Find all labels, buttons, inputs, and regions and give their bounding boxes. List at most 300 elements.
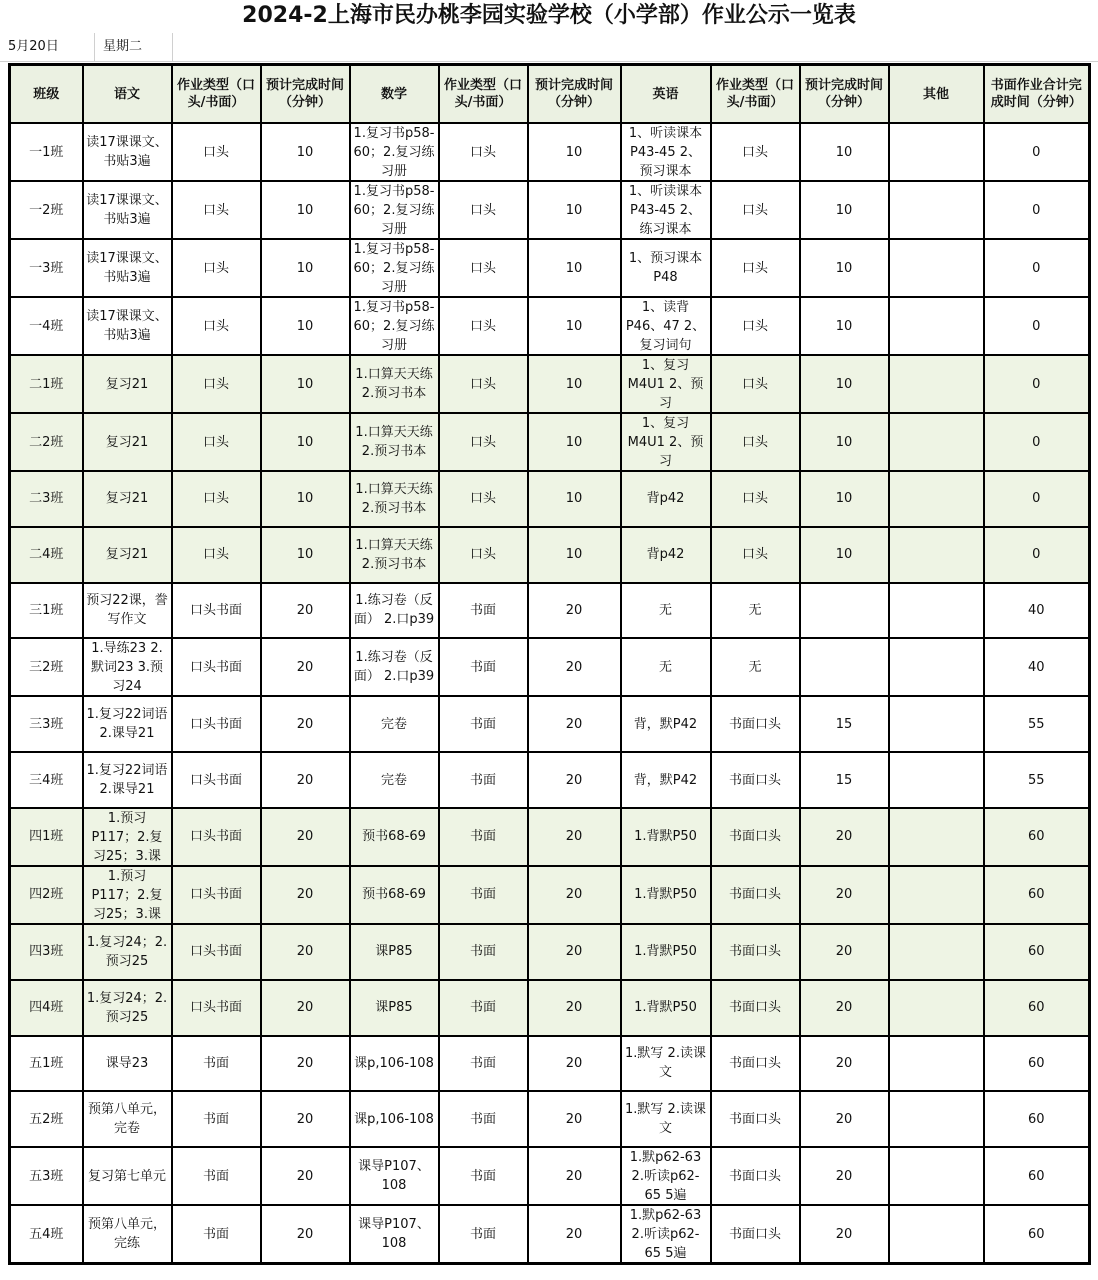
chinese-cell[interactable]	[83, 527, 172, 583]
english-time-cell[interactable]	[800, 355, 889, 413]
math-type-cell[interactable]	[439, 355, 528, 413]
chinese-cell[interactable]	[83, 1091, 172, 1147]
class-cell[interactable]	[10, 583, 83, 639]
cell-text: 书面	[469, 1055, 496, 1071]
class-cell[interactable]	[10, 980, 83, 1036]
class-cell[interactable]	[10, 638, 83, 696]
math-type-cell[interactable]	[439, 123, 528, 181]
total-time-cell[interactable]	[984, 123, 1090, 181]
chinese-type-cell[interactable]	[172, 1036, 261, 1092]
total-time-cell[interactable]	[984, 866, 1090, 924]
chinese-time-cell[interactable]	[261, 808, 350, 866]
class-cell[interactable]	[10, 1091, 83, 1147]
cell-text: 复习21	[105, 434, 149, 450]
total-time-cell[interactable]	[984, 980, 1090, 1036]
english-cell[interactable]	[621, 123, 711, 181]
chinese-type-cell[interactable]	[172, 638, 261, 696]
chinese-time-cell[interactable]	[261, 527, 350, 583]
total-time-cell[interactable]	[984, 752, 1090, 808]
math-time-cell[interactable]	[528, 752, 621, 808]
math-cell[interactable]	[350, 239, 439, 297]
english-time-cell[interactable]	[800, 181, 889, 239]
total-time-cell[interactable]	[984, 239, 1090, 297]
english-cell[interactable]	[621, 980, 711, 1036]
cell-text: 课P85	[375, 1000, 413, 1016]
english-cell[interactable]	[621, 1036, 711, 1092]
math-type-cell[interactable]	[439, 1036, 528, 1092]
chinese-type-cell[interactable]	[172, 239, 261, 297]
math-time-cell[interactable]	[528, 866, 621, 924]
english-type-cell[interactable]	[711, 924, 800, 980]
chinese-type-cell[interactable]	[172, 696, 261, 752]
class-cell[interactable]	[10, 1147, 83, 1205]
math-cell[interactable]	[350, 924, 439, 980]
english-cell[interactable]	[621, 583, 711, 639]
math-cell[interactable]	[350, 1036, 439, 1092]
math-cell[interactable]	[350, 1205, 439, 1264]
chinese-time-cell[interactable]	[261, 696, 350, 752]
english-type-cell[interactable]	[711, 413, 800, 471]
chinese-time-cell[interactable]	[261, 924, 350, 980]
total-time-cell[interactable]	[984, 181, 1090, 239]
other-cell[interactable]	[889, 239, 984, 297]
english-type-cell[interactable]	[711, 239, 800, 297]
english-cell[interactable]	[621, 1147, 711, 1205]
chinese-cell[interactable]	[83, 924, 172, 980]
english-cell[interactable]	[621, 866, 711, 924]
chinese-time-cell[interactable]	[261, 583, 350, 639]
chinese-type-cell[interactable]	[172, 1205, 261, 1264]
english-type-cell[interactable]	[711, 866, 800, 924]
class-cell[interactable]	[10, 471, 83, 527]
header-other[interactable]: 其他	[889, 65, 984, 124]
math-type-cell[interactable]	[439, 1205, 528, 1264]
english-cell[interactable]	[621, 239, 711, 297]
math-type-cell[interactable]	[439, 181, 528, 239]
math-cell[interactable]	[350, 297, 439, 355]
total-time-cell[interactable]	[984, 1147, 1090, 1205]
cell-text: 口头	[202, 376, 229, 392]
english-time-cell[interactable]	[800, 752, 889, 808]
total-time-cell[interactable]	[984, 527, 1090, 583]
class-cell[interactable]	[10, 924, 83, 980]
other-cell[interactable]	[889, 123, 984, 181]
total-time-cell[interactable]	[984, 471, 1090, 527]
math-cell[interactable]	[350, 1091, 439, 1147]
math-cell[interactable]	[350, 638, 439, 696]
cell-text: 背，默P42	[633, 716, 698, 732]
header-english[interactable]: 英语	[621, 65, 711, 124]
table-row	[10, 980, 1090, 1036]
chinese-cell[interactable]	[83, 752, 172, 808]
english-cell[interactable]	[621, 638, 711, 696]
header-math-time[interactable]: 预计完成时间（分钟）	[528, 65, 621, 124]
math-type-cell[interactable]	[439, 924, 528, 980]
math-time-cell[interactable]	[528, 355, 621, 413]
chinese-type-cell[interactable]	[172, 527, 261, 583]
math-time-cell[interactable]	[528, 1147, 621, 1205]
chinese-cell[interactable]	[83, 808, 172, 866]
chinese-time-cell[interactable]	[261, 355, 350, 413]
english-time-cell[interactable]	[800, 1147, 889, 1205]
date-cell[interactable]: 5月20日	[0, 33, 95, 61]
chinese-type-cell[interactable]	[172, 1091, 261, 1147]
total-time-cell[interactable]	[984, 638, 1090, 696]
math-type-cell[interactable]	[439, 696, 528, 752]
math-time-cell[interactable]	[528, 527, 621, 583]
chinese-cell[interactable]	[83, 123, 172, 181]
chinese-type-cell[interactable]	[172, 866, 261, 924]
math-type-cell[interactable]	[439, 1091, 528, 1147]
class-cell[interactable]	[10, 808, 83, 866]
cell-text: 书面	[469, 1111, 496, 1127]
math-time-cell[interactable]	[528, 1091, 621, 1147]
math-type-cell[interactable]	[439, 752, 528, 808]
english-cell[interactable]	[621, 1205, 711, 1264]
english-type-cell[interactable]	[711, 808, 800, 866]
math-cell[interactable]	[350, 583, 439, 639]
chinese-type-cell[interactable]	[172, 471, 261, 527]
math-time-cell[interactable]	[528, 123, 621, 181]
english-type-cell[interactable]	[711, 355, 800, 413]
english-type-cell[interactable]	[711, 638, 800, 696]
chinese-time-cell[interactable]	[261, 1091, 350, 1147]
other-cell[interactable]	[889, 527, 984, 583]
math-cell[interactable]	[350, 355, 439, 413]
chinese-cell[interactable]	[83, 696, 172, 752]
other-cell[interactable]	[889, 866, 984, 924]
class-cell[interactable]	[10, 297, 83, 355]
chinese-time-cell[interactable]	[261, 638, 350, 696]
cell-text: 二2班	[29, 434, 64, 450]
other-cell[interactable]	[889, 471, 984, 527]
chinese-cell[interactable]	[83, 980, 172, 1036]
class-cell[interactable]	[10, 866, 83, 924]
english-time-cell[interactable]	[800, 239, 889, 297]
chinese-cell[interactable]	[83, 181, 172, 239]
english-time-cell[interactable]	[800, 583, 889, 639]
chinese-type-cell[interactable]	[172, 752, 261, 808]
cell-text: 20	[296, 1055, 314, 1071]
other-cell[interactable]	[889, 638, 984, 696]
cell-text: 无	[748, 659, 762, 675]
cell-text: 书面	[469, 887, 496, 903]
math-time-cell[interactable]	[528, 808, 621, 866]
total-time-cell[interactable]	[984, 1091, 1090, 1147]
cell-text: 1、听读课本P43-45 2、预习课本	[628, 126, 703, 179]
english-time-cell[interactable]	[800, 866, 889, 924]
chinese-time-cell[interactable]	[261, 866, 350, 924]
math-type-cell[interactable]	[439, 980, 528, 1036]
chinese-time-cell[interactable]	[261, 123, 350, 181]
cell-text: 1.默p62-63 2.听读p62-65 5遍	[629, 1208, 702, 1262]
header-class[interactable]: 班级	[10, 65, 83, 124]
class-cell[interactable]	[10, 696, 83, 752]
cell-text: 10	[296, 434, 314, 450]
english-cell[interactable]	[621, 471, 711, 527]
chinese-cell[interactable]	[83, 471, 172, 527]
chinese-time-cell[interactable]	[261, 471, 350, 527]
class-cell[interactable]	[10, 527, 83, 583]
math-cell[interactable]	[350, 123, 439, 181]
english-type-cell[interactable]	[711, 752, 800, 808]
math-time-cell[interactable]	[528, 638, 621, 696]
english-type-cell[interactable]	[711, 696, 800, 752]
cell-text: 口头书面	[189, 659, 242, 675]
table-row	[10, 924, 1090, 980]
other-cell[interactable]	[889, 924, 984, 980]
math-type-cell[interactable]	[439, 638, 528, 696]
math-time-cell[interactable]	[528, 181, 621, 239]
english-cell[interactable]	[621, 355, 711, 413]
total-time-cell[interactable]	[984, 696, 1090, 752]
header-math[interactable]: 数学	[350, 65, 439, 124]
chinese-type-cell[interactable]	[172, 1147, 261, 1205]
math-type-cell[interactable]	[439, 527, 528, 583]
cell-text: 口头书面	[189, 829, 242, 845]
math-time-cell[interactable]	[528, 239, 621, 297]
english-time-cell[interactable]	[800, 808, 889, 866]
english-time-cell[interactable]	[800, 924, 889, 980]
other-cell[interactable]	[889, 1147, 984, 1205]
chinese-cell[interactable]	[83, 1036, 172, 1092]
cell-text: 20	[565, 1168, 583, 1184]
english-time-cell[interactable]	[800, 297, 889, 355]
math-type-cell[interactable]	[439, 866, 528, 924]
math-time-cell[interactable]	[528, 583, 621, 639]
cell-text: 1.默p62-63 2.听读p62-65 5遍	[629, 1150, 702, 1204]
chinese-cell[interactable]	[83, 239, 172, 297]
class-cell[interactable]	[10, 413, 83, 471]
class-cell[interactable]	[10, 181, 83, 239]
cell-text: 60	[1027, 1111, 1045, 1127]
header-english-time[interactable]: 预计完成时间（分钟）	[800, 65, 889, 124]
english-cell[interactable]	[621, 297, 711, 355]
english-time-cell[interactable]	[800, 696, 889, 752]
english-type-cell[interactable]	[711, 1036, 800, 1092]
english-cell[interactable]	[621, 413, 711, 471]
total-time-cell[interactable]	[984, 924, 1090, 980]
chinese-cell[interactable]	[83, 638, 172, 696]
cell-text: 20	[835, 1055, 853, 1071]
empty-cell[interactable]	[173, 33, 1098, 61]
other-cell[interactable]	[889, 1036, 984, 1092]
cell-text: 1、复习M4U1 2、预习	[627, 416, 704, 469]
chinese-cell[interactable]	[83, 583, 172, 639]
english-cell[interactable]	[621, 527, 711, 583]
chinese-cell[interactable]	[83, 1147, 172, 1205]
math-type-cell[interactable]	[439, 297, 528, 355]
math-cell[interactable]	[350, 808, 439, 866]
other-cell[interactable]	[889, 980, 984, 1036]
math-cell[interactable]	[350, 181, 439, 239]
english-type-cell[interactable]	[711, 583, 800, 639]
class-cell[interactable]	[10, 1205, 83, 1264]
total-time-cell[interactable]	[984, 1036, 1090, 1092]
math-time-cell[interactable]	[528, 696, 621, 752]
cell-text: 无	[658, 659, 672, 675]
cell-text: 读17课课文、书贴3遍	[86, 251, 168, 285]
english-cell[interactable]	[621, 752, 711, 808]
cell-text: 10	[835, 202, 853, 218]
chinese-type-cell[interactable]	[172, 123, 261, 181]
cell-text: 20	[565, 716, 583, 732]
other-cell[interactable]	[889, 808, 984, 866]
english-type-cell[interactable]	[711, 1205, 800, 1264]
cell-text: 课p,106-108	[354, 1055, 434, 1071]
english-cell[interactable]	[621, 924, 711, 980]
english-time-cell[interactable]	[800, 638, 889, 696]
cell-text: 书面	[202, 1226, 229, 1242]
total-time-cell[interactable]	[984, 297, 1090, 355]
class-cell[interactable]	[10, 752, 83, 808]
cell-text: 10	[296, 144, 314, 160]
chinese-time-cell[interactable]	[261, 980, 350, 1036]
chinese-time-cell[interactable]	[261, 1147, 350, 1205]
class-cell[interactable]	[10, 123, 83, 181]
cell-text: 1.背默P50	[634, 1000, 697, 1016]
math-time-cell[interactable]	[528, 1205, 621, 1264]
english-type-cell[interactable]	[711, 1147, 800, 1205]
chinese-type-cell[interactable]	[172, 355, 261, 413]
header-chinese-time[interactable]: 预计完成时间（分钟）	[261, 65, 350, 124]
math-type-cell[interactable]	[439, 1147, 528, 1205]
chinese-cell[interactable]	[83, 355, 172, 413]
class-cell[interactable]	[10, 1036, 83, 1092]
english-cell[interactable]	[621, 1091, 711, 1147]
english-type-cell[interactable]	[711, 980, 800, 1036]
other-cell[interactable]	[889, 1205, 984, 1264]
header-math-type[interactable]: 作业类型（口头/书面）	[439, 65, 528, 124]
other-cell[interactable]	[889, 181, 984, 239]
chinese-type-cell[interactable]	[172, 924, 261, 980]
english-time-cell[interactable]	[800, 1205, 889, 1264]
total-time-cell[interactable]	[984, 413, 1090, 471]
chinese-type-cell[interactable]	[172, 583, 261, 639]
chinese-time-cell[interactable]	[261, 239, 350, 297]
chinese-time-cell[interactable]	[261, 1205, 350, 1264]
english-cell[interactable]	[621, 808, 711, 866]
english-time-cell[interactable]	[800, 980, 889, 1036]
english-time-cell[interactable]	[800, 1036, 889, 1092]
chinese-cell[interactable]	[83, 866, 172, 924]
math-time-cell[interactable]	[528, 297, 621, 355]
other-cell[interactable]	[889, 1091, 984, 1147]
cell-text: 二1班	[29, 376, 64, 392]
math-time-cell[interactable]	[528, 924, 621, 980]
english-type-cell[interactable]	[711, 527, 800, 583]
class-cell[interactable]	[10, 355, 83, 413]
chinese-time-cell[interactable]	[261, 752, 350, 808]
other-cell[interactable]	[889, 583, 984, 639]
english-type-cell[interactable]	[711, 181, 800, 239]
math-time-cell[interactable]	[528, 980, 621, 1036]
chinese-time-cell[interactable]	[261, 1036, 350, 1092]
english-time-cell[interactable]	[800, 471, 889, 527]
cell-text: 五4班	[29, 1226, 64, 1242]
english-time-cell[interactable]	[800, 527, 889, 583]
cell-text: 书面口头	[728, 1168, 781, 1184]
total-time-cell[interactable]	[984, 1205, 1090, 1264]
chinese-cell[interactable]	[83, 1205, 172, 1264]
math-cell[interactable]	[350, 471, 439, 527]
english-type-cell[interactable]	[711, 1091, 800, 1147]
math-type-cell[interactable]	[439, 808, 528, 866]
chinese-type-cell[interactable]	[172, 980, 261, 1036]
math-cell[interactable]	[350, 752, 439, 808]
math-type-cell[interactable]	[439, 239, 528, 297]
other-cell[interactable]	[889, 752, 984, 808]
cell-text: 口头	[202, 491, 229, 507]
cell-text: 20	[835, 1000, 853, 1016]
cell-text: 10	[565, 491, 583, 507]
chinese-type-cell[interactable]	[172, 181, 261, 239]
cell-text: 1.口算天天练 2.预习书本	[355, 425, 433, 459]
math-type-cell[interactable]	[439, 583, 528, 639]
math-type-cell[interactable]	[439, 471, 528, 527]
cell-text: 1.复习22词语 2.课导21	[86, 763, 168, 798]
header-total-time[interactable]: 书面作业合计完成时间（分钟）	[984, 65, 1090, 124]
math-time-cell[interactable]	[528, 1036, 621, 1092]
math-cell[interactable]	[350, 980, 439, 1036]
chinese-cell[interactable]	[83, 413, 172, 471]
chinese-time-cell[interactable]	[261, 297, 350, 355]
math-time-cell[interactable]	[528, 413, 621, 471]
other-cell[interactable]	[889, 355, 984, 413]
chinese-cell[interactable]	[83, 297, 172, 355]
chinese-type-cell[interactable]	[172, 413, 261, 471]
math-cell[interactable]	[350, 696, 439, 752]
table-row	[10, 123, 1090, 181]
chinese-time-cell[interactable]	[261, 181, 350, 239]
cell-text: 书面口头	[728, 1055, 781, 1071]
class-cell[interactable]	[10, 239, 83, 297]
cell-text: 1.复习24；2.预习25	[86, 990, 168, 1025]
math-type-cell[interactable]	[439, 413, 528, 471]
math-cell[interactable]	[350, 413, 439, 471]
cell-text: 口头	[469, 260, 496, 276]
total-time-cell[interactable]	[984, 583, 1090, 639]
english-time-cell[interactable]	[800, 1091, 889, 1147]
header-english-type[interactable]: 作业类型（口头/书面）	[711, 65, 800, 124]
english-time-cell[interactable]	[800, 123, 889, 181]
chinese-time-cell[interactable]	[261, 413, 350, 471]
chinese-type-cell[interactable]	[172, 808, 261, 866]
math-cell[interactable]	[350, 866, 439, 924]
english-cell[interactable]	[621, 181, 711, 239]
math-time-cell[interactable]	[528, 471, 621, 527]
total-time-cell[interactable]	[984, 355, 1090, 413]
header-chinese-type[interactable]: 作业类型（口头/书面）	[172, 65, 261, 124]
cell-text: 书面口头	[728, 1111, 781, 1127]
total-time-cell[interactable]	[984, 808, 1090, 866]
english-cell[interactable]	[621, 696, 711, 752]
weekday-cell[interactable]: 星期二	[95, 33, 173, 61]
chinese-type-cell[interactable]	[172, 297, 261, 355]
other-cell[interactable]	[889, 297, 984, 355]
english-type-cell[interactable]	[711, 471, 800, 527]
other-cell[interactable]	[889, 413, 984, 471]
cell-text: 1.背默P50	[634, 944, 697, 960]
math-cell[interactable]	[350, 527, 439, 583]
other-cell[interactable]	[889, 696, 984, 752]
math-cell[interactable]	[350, 1147, 439, 1205]
english-type-cell[interactable]	[711, 123, 800, 181]
english-type-cell[interactable]	[711, 297, 800, 355]
english-time-cell[interactable]	[800, 413, 889, 471]
header-chinese[interactable]: 语文	[83, 65, 172, 124]
cell-text: 20	[565, 602, 583, 618]
